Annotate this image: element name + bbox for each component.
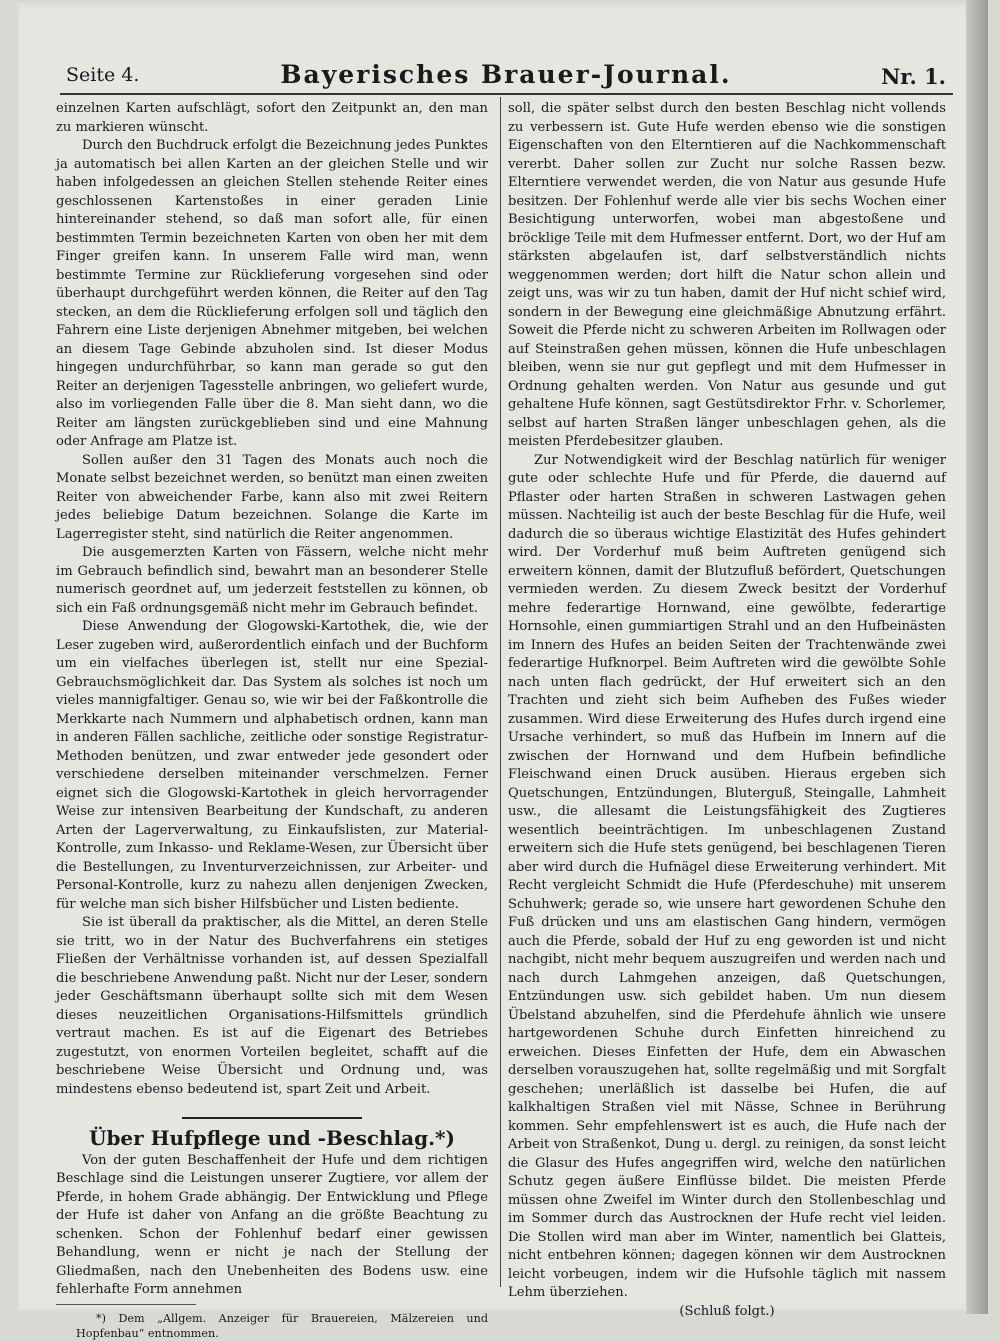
footnote: *) Dem „Allgem. Anzeiger für Brauereien, Mälzereien und Hopfenbau“ entnommen. [76,1311,488,1340]
header-rule [60,93,953,95]
journal-title: Bayerisches Brauer-Journal. [280,60,732,89]
page-header [66,58,946,98]
paragraph: Sollen außer den 31 Tagen des Monats auch noch die Monate selbst bezeichnet werden, so benützt man einen zweiten Reiter von abweichender Farbe, kann also mit zwei Reitern jedes beliebige Datum bezeichnen. Solange die Karte im Lagerregister steht, sind natürlich die Reiter angenommen. [56,452,488,542]
heading-divider [182,1117,362,1119]
page-number: Seite 4. [66,64,140,86]
paragraph: einzelnen Karten aufschlägt, sofort den Zeitpunkt an, den man zu markieren wünscht. [56,101,488,135]
column-separator [500,97,501,1287]
paragraph: soll, die später selbst durch den besten Beschlag nicht vollends zu verbessern ist. Gute Hufe werden ebenso wie die sonstigen Eigenschaften von den Elterntieren auf die Nachkommenschaft vererbt. Daher sollen zur Zucht nur solche Rassen bezw. Elterntiere verwendet werden, die von Natur aus gesunde Hufe besitzen. Der Fohlenhuf werde alle vier bis sechs Wochen einer Besichtigung unterworfen, wobei man abgestoßene und bröcklige Teile mit dem Hufmesser entfernt. Dort, wo der Huf am stärksten abgelaufen ist, darf selbstverständlich nichts weggenommen werden; dort hilft die Natur schon allein und zeigt uns, was wir zu tun haben, damit der Huf nicht schief wird, sondern in der Bewegung eine gleichmäßige Abnutzung erfährt. Soweit die Pferde nicht zu schweren Arbeiten im Rollwagen oder auf Steinstraßen gehen müssen, können die Hufe unbeschlagen bleiben, wenn sie nur gut gepflegt und mit dem Hufmesser in Ordnung gehalten werden. Von Natur aus gesunde und gut gehaltene Hufe können, sagt Gestütsdirektor Frhr. v. Schorlemer, selbst auf harten Straßen länger unbeschlagen gehen, als die meisten Pferdebesitzer glauben. [508,101,946,449]
newspaper-page [18,0,988,1340]
paragraph: Diese Anwendung der Glogowski-Kartothek, die, wie der Leser zugeben wird, außerordentlich einfach und der Buchform um ein vielfaches überlegen ist, stellt nur eine Spezial-Gebrauchsmöglichkeit dar. Das System als solches ist noch um vieles mannigfaltiger. Genau so, wie wir bei der Faßkontrolle die Merkkarte nach Nummern und alphabetisch ordnen, kann man in anderen Fällen sachliche, zeitliche oder sonstige Registratur-Methoden benützen, und zwar entweder jede gesondert oder verschiedene derselben miteinander verschmelzen. Ferner eignet sich die Glogowski-Kartothek in gleich hervorragender Weise zur intensiven Bearbeitung der Kundschaft, zu anderen Arten der Lagerverwaltung, zu Einkaufslisten, zur Material-Kontrolle, zum Inkasso- und Reklame-Wesen, zur Übersicht über die Bestellungen, zu Inventurverzeichnissen, zur Arbeiter- und Personal-Kontrolle, kurz zu nahezu allen denjenigen Zwecken, für welche man sich bisher Hilfsbücher und Listen bediente. [56,619,488,912]
paragraph: Sie ist überall da praktischer, als die Mittel, an deren Stelle sie tritt, wo in der Natur des Buchverfahrens ein stetiges Fließen der Verhältnisse vorhanden ist, auf dessen Spezialfall die beschriebene Anwendung paßt. Nicht nur der Leser, sondern jeder Geschäftsmann überhaupt sollte sich mit dem Wesen dieses neuzeitlichen Organisations-Hilfsmittels gründlich vertraut machen. Es ist auf die Eigenart des Betriebes zugestutzt, von enormen Vorteilen begleitet, schafft auf die beschriebene Weise Übersicht und Ordnung und, was mindestens ebenso bedeutend ist, spart Zeit und Arbeit. [56,915,488,1097]
article-heading: Über Hufpflege und -Beschlag.*) [89,1126,455,1150]
paragraph: Die ausgemerzten Karten von Fässern, welche nicht mehr im Gebrauch befindlich sind, bewahrt man an besonderer Stelle numerisch geordnet auf, um jederzeit feststellen zu können, ob sich ein Faß ordnungsgemäß nicht mehr im Gebrauch befindet. [56,545,488,616]
continuation-note: (Schluß folgt.) [679,1303,775,1319]
left-column [56,100,488,1341]
paragraph: Zur Notwendigkeit wird der Beschlag natürlich für weniger gute oder schlechte Hufe und für Pferde, die dauernd auf Pflaster oder harten Straßen in schweren Lastwagen gehen müssen. Nachteilig ist auch der beste Beschlag für die Hufe, weil dadurch die so überaus wichtige Elastizität des Hufes gehindert wird. Der Vorderhuf muß beim Auftreten genügend sich erweitern können, damit der Blutzufluß befördert, Quetschungen vermieden werden. Zu diesem Zweck besitzt der Vorderhuf mehre federartige Hornwand, eine gewölbte, federartige Hornsohle, einen gummiartigen Strahl und an den Hufbeinästen im Innern des Hufes an beiden Seiten der Trachtenwände zwei federartige Hufknorpel. Beim Auftreten wird die gewölbte Sohle nach unten flach gedrückt, der Huf erweitert sich an den Trachten und zieht sich beim Aufheben des Fußes wieder zusammen. Wird diese Erweiterung des Hufes durch irgend eine Ursache verhindert, so muß das Hufbein im Innern auf die zwischen der Hornwand und dem Hufbein befindliche Fleischwand einen Druck ausüben. Hieraus ergeben sich Quetschungen, Entzündungen, Bluterguß, Steingalle, Lahmheit usw., die allesamt die Leistungsfähigkeit des Zugtieres wesentlich beeinträchtigen. Im unbeschlagenen Zustand erweitern sich die Hufe stets genügend, bei beschlagenen Tieren aber wird durch die Hufnägel diese Erweiterung verhindert. Mit Recht vergleicht Schmidt die Hufe (Pferdeschuhe) mit unserem Schuhwerk; gerade so, wie unsere hart gewordenen Schuhe den Fuß drücken und uns am elastischen Gang hindern, vermögen auch die Pferde, sobald der Huf zu eng geworden ist und nicht nachgibt, nicht mehr bequem auszugreifen und werden nach und nach durch Lahmgehen anzeigen, daß Quetschungen, Entzündungen usw. sich gebildet haben. Um nun diesem Übelstand abzuhelfen, sind die Pferdehufe ähnlich wie unsere hartgewordenen Schuhe durch Einfetten hinreichend zu erweichen. Dieses Einfetten der Hufe, dem ein Abwaschen derselben vorauszugehen hat, sollte regelmäßig und mit Sorgfalt geschehen; unerläßlich ist dasselbe bei Hufen, die auf kalkhaltigen Straßen viel mit Nässe, Schnee in Berührung kommen. Sehr empfehlenswert ist es auch, die Hufe nach der Arbeit von Straßenkot, Dung u. dergl. zu reinigen, da sonst leicht die Glasur des Hufes angegriffen wird, welche den natürlichen Schutz gegen äußere Einflüsse bildet. Die meisten Pferde müssen ohne Zweifel im Winter durch den Stollenbeschlag und im Sommer durch das Austrocknen der Hufe recht viel leiden. Die Stollen wird man aber im Winter, namentlich bei Glatteis, nicht entbehren können; dagegen können wir dem Austrocknen leicht vorbeugen, indem wir die Hufsohle täglich mit nassem Lehm überziehen. [508,452,946,1300]
footnote-rule [56,1304,196,1305]
page-edge [966,0,988,1314]
paragraph: Von der guten Beschaffenheit der Hufe und dem richtigen Beschlage sind die Leistungen unserer Zugtiere, vor allem der Pferde, in hohem Grade abhängig. Der Entwicklung und Pflege der Hufe ist daher von Anfang an die größte Beachtung zu schenken. Schon der Fohlenhuf bedarf einer gewissen Behandlung, wenn er nicht je nach der Stellung der Gliedmaßen, nach den Unebenheiten des Bodens usw. eine fehlerhafte Form annehmen [56,1152,488,1297]
issue-number: Nr. 1. [881,64,946,89]
right-column [508,100,946,1321]
paragraph: Durch den Buchdruck erfolgt die Bezeichnung jedes Punktes ja automatisch bei allen Karten an der gleichen Stelle und wir haben infolgedessen an gleichen Stellen stehende Reiter eines geschlossenen Kartenstoßes in einer geraden Linie hintereinander stehend, so daß man sofort alle, für einen bestimmten Termin bezeichneten Karten von oben her mit dem Finger greifen kann. In unserem Falle wird man, wenn bestimmte Termine zur Rücklieferung vorgesehen sind oder überhaupt durchgeführt werden können, die Reiter auf den Tag stecken, an dem die Rücklieferung erfolgen soll und täglich den Fahrern eine Liste derjenigen Abnehmer mitgeben, bei welchen an diesem Tage Gebinde abzuholen sind. Ist dieser Modus hingegen undurchführbar, so kann man gerade so gut den Reiter an derjenigen Tagesstelle anbringen, wo geliefert wurde, also im vorliegenden Falle über die 8. Man sieht dann, wo die Reiter am längsten zurückgeblieben sind und eine Mahnung oder Anfrage am Platze ist. [56,138,488,449]
article-heading-block [56,1117,488,1148]
